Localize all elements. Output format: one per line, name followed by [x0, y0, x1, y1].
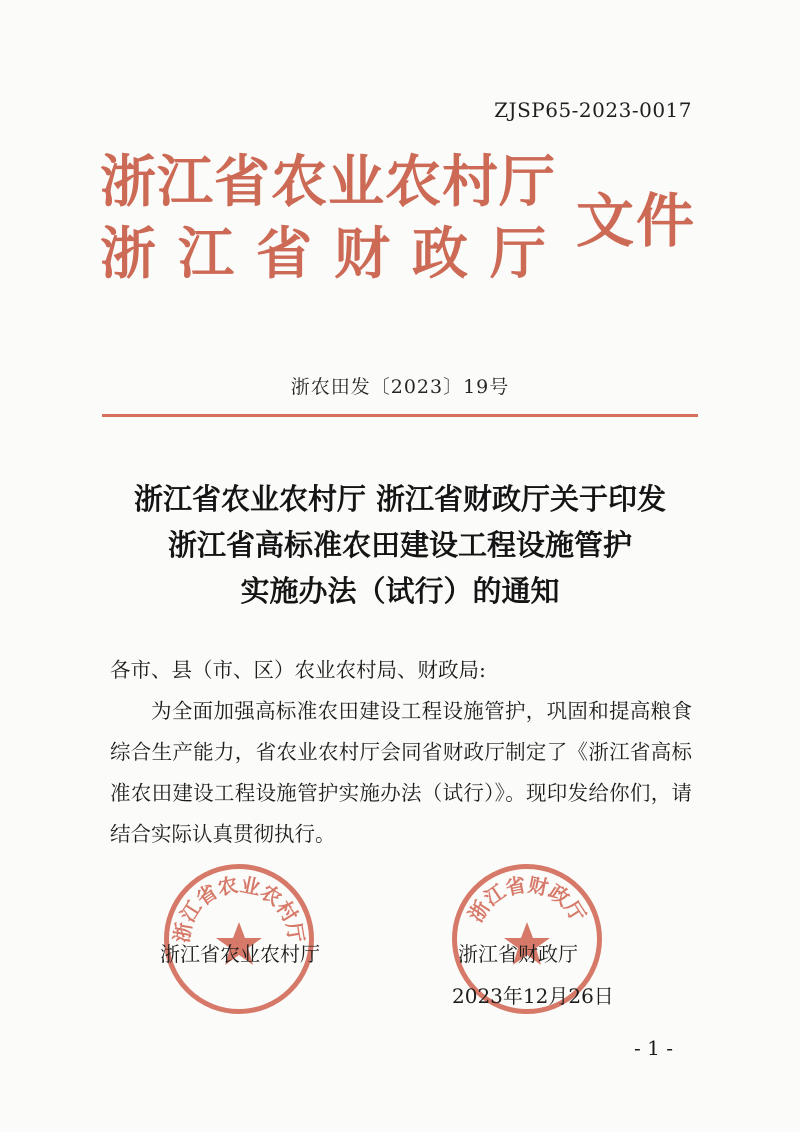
seal-arc-text: 浙江省农业农村厅	[169, 872, 309, 945]
document-code: ZJSP65-2023-0017	[494, 98, 692, 122]
page-number: - 1 -	[634, 1036, 673, 1060]
document-number: 浙农田发〔2023〕19号	[290, 376, 510, 398]
header-org-agriculture: 浙江省农业农村厅	[100, 150, 556, 215]
addressee: 各市、县（市、区）农业农村局、财政局:	[110, 658, 486, 682]
document-date: 2023年12月26日	[452, 984, 614, 1008]
red-divider	[102, 414, 698, 417]
signer-agriculture-dept: 浙江省农业农村厅	[160, 942, 320, 966]
header-org-finance: 浙江省财政厅	[100, 222, 568, 287]
notice-body	[110, 650, 692, 855]
body-paragraph: 为全面加强高标准农田建设工程设施管护，巩固和提高粮食综合生产能力，省农业农村厅会同省财政厅制定了《浙江省高标准农田建设工程设施管护实施办法（试行）》。现印发给你们，请结合实际认真贯彻执行。	[110, 699, 692, 846]
title-line: 实施办法（试行）的通知	[240, 574, 560, 608]
signer-finance-dept: 浙江省财政厅	[458, 942, 578, 966]
seal-arc-text: 浙江省财政厅	[463, 872, 591, 927]
title-line: 浙江省高标准农田建设工程设施管护	[167, 528, 632, 562]
notice-title	[0, 476, 800, 614]
red-header	[100, 138, 710, 288]
title-line: 浙江省农业农村厅 浙江省财政厅关于印发	[133, 482, 667, 516]
header-suffix: 文件	[576, 187, 697, 255]
